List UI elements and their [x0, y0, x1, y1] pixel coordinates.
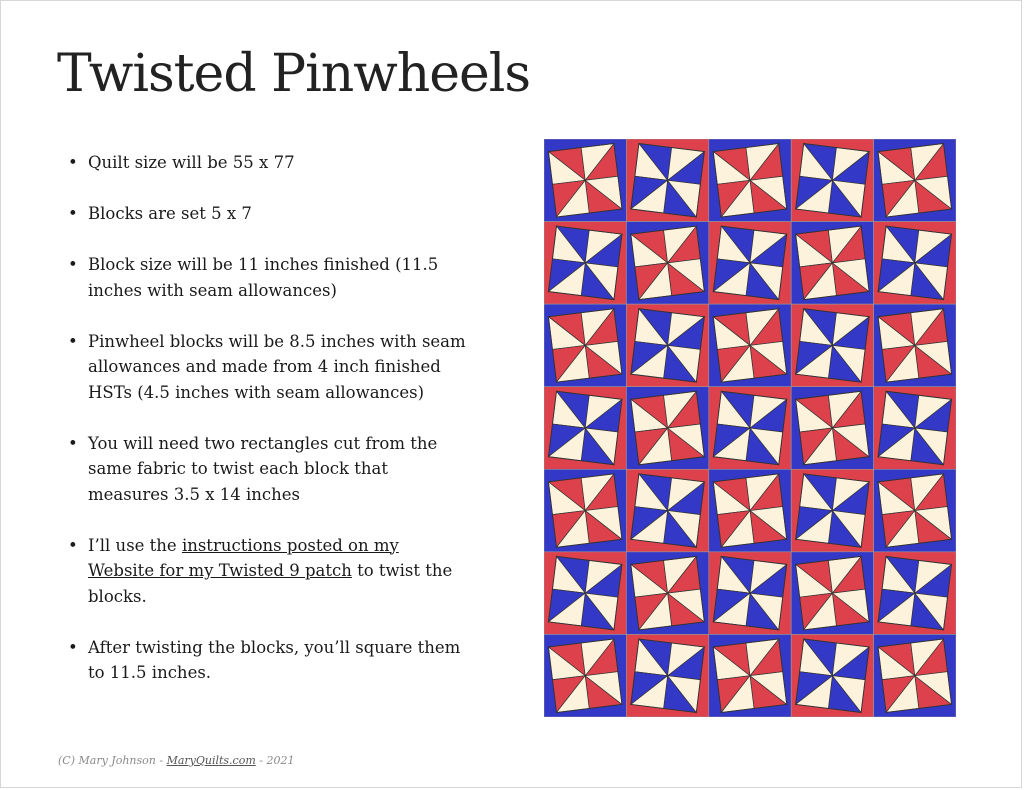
quilt-block	[791, 634, 873, 717]
quilt-block	[874, 387, 956, 470]
quilt-block	[544, 304, 626, 387]
quilt-block	[791, 222, 873, 305]
quilt-block	[544, 222, 626, 305]
quilt-block	[544, 634, 626, 717]
quilt-block	[626, 139, 708, 222]
quilt-image	[544, 139, 956, 717]
bullet-item	[68, 329, 468, 406]
bullet-text: After twisting the blocks, you’ll square them to 11.5 inches.	[88, 637, 461, 682]
quilt-block	[874, 469, 956, 552]
bullet-text: You will need two rectangles cut from the same fabric to twist each block that measures 3.5 x 14 inches	[88, 433, 438, 504]
quilt-block	[874, 304, 956, 387]
bullet-text: Quilt size will be 55 x 77	[88, 153, 295, 172]
quilt-block	[626, 222, 708, 305]
quilt-block	[791, 552, 873, 635]
quilt-block	[709, 139, 791, 222]
quilt-block	[544, 387, 626, 470]
bullet-item	[68, 252, 468, 303]
bullet-item	[68, 533, 468, 610]
footer	[58, 754, 295, 767]
bullet-text: Blocks are set 5 x 7	[88, 204, 252, 223]
quilt-block	[791, 387, 873, 470]
footer-year: - 2021	[255, 754, 295, 767]
bullet-text-pre: I’ll use the	[88, 535, 182, 555]
quilt-block	[709, 634, 791, 717]
quilt-block	[709, 222, 791, 305]
bullet-list	[68, 150, 468, 711]
quilt-block	[544, 552, 626, 635]
bullet-text: Pinwheel blocks will be 8.5 inches with seam allowances and made from 4 inch finished HSTs (4.5 inches with seam allowances)	[88, 331, 466, 402]
quilt-block	[626, 634, 708, 717]
quilt-block	[791, 304, 873, 387]
quilt-block	[709, 387, 791, 470]
quilt-block	[544, 139, 626, 222]
bullet-item	[68, 201, 468, 227]
instructions-link[interactable]: instructions posted on my Website for my Twisted 9 patch	[88, 535, 399, 580]
quilt-block	[709, 304, 791, 387]
quilt-block	[874, 634, 956, 717]
quilt-block	[626, 469, 708, 552]
quilt-block	[626, 552, 708, 635]
bullet-item	[68, 635, 468, 686]
quilt-block	[791, 469, 873, 552]
page-title: Twisted Pinwheels	[57, 44, 531, 104]
quilt-block	[709, 552, 791, 635]
bullet-item	[68, 431, 468, 508]
bullet-item	[68, 150, 468, 176]
bullet-text-post: to twist the blocks.	[88, 561, 453, 606]
quilt-block	[626, 304, 708, 387]
quilt-block	[791, 139, 873, 222]
bullet-text: Block size will be 11 inches finished (11.5 inches with seam allowances)	[88, 255, 439, 300]
quilt-block	[544, 469, 626, 552]
footer-website-link[interactable]: MaryQuilts.com	[166, 754, 256, 767]
quilt-block	[709, 469, 791, 552]
quilt-block	[874, 222, 956, 305]
quilt-pinwheel-grid	[544, 139, 956, 717]
quilt-block	[874, 552, 956, 635]
quilt-block	[626, 387, 708, 470]
footer-copyright: (C) Mary Johnson -	[58, 754, 167, 767]
quilt-block	[874, 139, 956, 222]
